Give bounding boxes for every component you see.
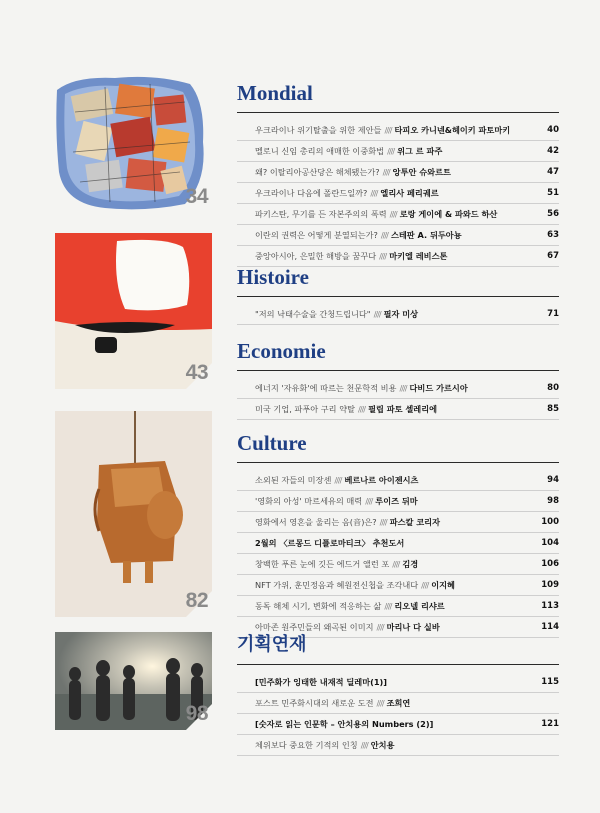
entry-author: 베르나르 아이젠시츠 (344, 475, 419, 485)
thumbnail-page-number: 34 (185, 185, 208, 208)
entry-title: 미국 기업, 파푸아 구리 약탈 (255, 404, 356, 414)
entry-page-number: 51 (547, 188, 559, 198)
entry-page-number: 47 (547, 167, 559, 177)
thumbnail-98[interactable] (55, 632, 212, 730)
toc-entry[interactable] (237, 575, 559, 596)
separator: //// (360, 740, 368, 750)
entry-author: 루이즈 뒤마 (375, 496, 418, 506)
toc-entry[interactable] (237, 141, 559, 162)
toc-entry[interactable] (237, 162, 559, 183)
separator: //// (370, 188, 378, 198)
entry-title: 멜로니 신임 총리의 애매한 이중화법 (255, 146, 385, 156)
entry-title: NFT 가위, 훈민정음과 혜원전신첩을 조각내다 (255, 580, 419, 590)
entry-title: 포스트 민주화시대의 새로운 도전 (255, 698, 374, 708)
entry-author: 마키엘 레비스톤 (389, 251, 448, 261)
separator: //// (334, 475, 342, 485)
entry-title: 왜? 이탈리아공산당은 해체됐는가? (255, 167, 380, 177)
entry-page-number: 63 (547, 230, 559, 240)
entry-title: [민주화가 잉태한 내재적 딜레마(1)] (255, 677, 388, 687)
entry-title: '영화의 아성' 마르세유의 매력 (255, 496, 363, 506)
thumbnail-43[interactable] (55, 233, 212, 389)
entry-title: 체위보다 중요한 기적의 인칭 (255, 740, 358, 750)
entry-author: 필자 미상 (383, 309, 419, 319)
toc-entry[interactable] (237, 554, 559, 575)
separator: //// (379, 517, 387, 527)
separator: //// (365, 496, 373, 506)
thumbnail-page-number: 82 (185, 589, 208, 612)
toc-entry[interactable] (237, 533, 559, 554)
section-culture (237, 430, 559, 638)
toc-entry[interactable] (237, 378, 559, 399)
entry-title: 영화에서 영혼을 울리는 음(音)은? (255, 517, 377, 527)
entry-title: 중앙아시아, 은밀한 해방을 꿈꾸다 (255, 251, 377, 261)
section-mondial (237, 80, 559, 267)
separator: //// (376, 622, 384, 632)
section-title: 기획연재 (237, 634, 307, 655)
separator: //// (384, 125, 392, 135)
entry-page-number: 100 (541, 517, 559, 527)
entry-page-number: 98 (547, 496, 559, 506)
entry-page-number: 80 (547, 383, 559, 393)
toc-entry[interactable] (237, 693, 559, 714)
entry-page-number: 42 (547, 146, 559, 156)
entry-author: 조희연 (386, 698, 411, 708)
entry-author: 안치용 (370, 740, 395, 750)
entry-title: 창백한 푸른 눈에 깃든 에드거 앨런 포 (255, 559, 390, 569)
separator: //// (358, 404, 366, 414)
section-title: Mondial (237, 81, 313, 105)
entry-page-number: 115 (541, 677, 559, 687)
entry-author: 김경 (402, 559, 419, 569)
section-rule (237, 296, 559, 297)
separator: //// (379, 251, 387, 261)
section-rule (237, 664, 559, 665)
entry-title: 우크라이나 다음에 폴란드일까? (255, 188, 368, 198)
toc-entry[interactable] (237, 491, 559, 512)
separator: //// (421, 580, 429, 590)
section-rule (237, 112, 559, 113)
entry-author: 이지혜 (431, 580, 455, 590)
toc-entry[interactable] (237, 304, 559, 325)
entry-title: 우크라이나 위기탈출을 위한 제안들 (255, 125, 382, 135)
section-histoire (237, 264, 559, 325)
entry-author: 필립 파토 셀레리에 (368, 404, 438, 414)
entry-page-number: 109 (541, 580, 559, 590)
toc-entry[interactable] (237, 512, 559, 533)
entry-page-number: 94 (547, 475, 559, 485)
entry-page-number: 104 (541, 538, 559, 548)
entry-page-number: 56 (547, 209, 559, 219)
section-rule (237, 370, 559, 371)
section-special-series (237, 632, 559, 756)
entry-page-number: 40 (547, 125, 559, 135)
entry-page-number: 71 (547, 309, 559, 319)
separator: //// (376, 698, 384, 708)
separator: //// (389, 209, 397, 219)
toc-entry[interactable] (237, 225, 559, 246)
entry-page-number: 85 (547, 404, 559, 414)
entry-author: 타피오 카니넨&헤이키 파토마키 (394, 125, 511, 135)
entry-page-number: 113 (541, 601, 559, 611)
entry-author: 앙투안 슈와르트 (392, 167, 451, 177)
plug-lamp-image (55, 411, 212, 617)
toc-entry[interactable] (237, 672, 559, 693)
entry-title: "저의 낙태수술을 간청드립니다" (255, 309, 371, 319)
toc-entry[interactable] (237, 183, 559, 204)
section-title: Culture (237, 431, 307, 455)
section-title: Histoire (237, 265, 309, 289)
entry-title: [숫자로 읽는 인문학 – 안치용의 Numbers (2)] (255, 719, 434, 729)
separator: //// (380, 230, 388, 240)
entry-page-number: 106 (541, 559, 559, 569)
entry-title: 파키스탄, 무기를 든 자본주의의 폭력 (255, 209, 387, 219)
separator: //// (392, 559, 400, 569)
entry-author: 스테판 A. 뒤두아뇽 (390, 230, 462, 240)
entry-title: 2월의 〈르몽드 디플로마티크〉 추천도서 (255, 538, 405, 548)
entry-title: 이란의 권력은 어떻게 분열되는가? (255, 230, 378, 240)
separator: //// (373, 309, 381, 319)
entry-page-number: 114 (541, 622, 559, 632)
thumbnail-page-number: 98 (185, 702, 208, 725)
toc-entry[interactable] (237, 596, 559, 617)
toc-entry[interactable] (237, 204, 559, 225)
thumbnail-34[interactable] (55, 72, 212, 213)
entry-title: 에너지 '자유화'에 따르는 천문학적 비용 (255, 383, 397, 393)
entry-author: 위그 르 파주 (397, 146, 443, 156)
entry-author: 리오넬 리샤르 (394, 601, 445, 611)
separator: //// (384, 601, 392, 611)
separator: //// (387, 146, 395, 156)
entry-title: 동독 해체 시기, 변화에 적응하는 삶 (255, 601, 382, 611)
toc-entry[interactable] (237, 714, 559, 735)
thumbnail-82[interactable] (55, 411, 212, 617)
section-title: Economie (237, 339, 326, 363)
entry-author: 로랑 게이에 & 파와드 하산 (399, 209, 498, 219)
thumbnail-page-number: 43 (185, 361, 208, 384)
section-economie (237, 338, 559, 420)
entry-title: 아마존 원주민들의 왜곡된 이미지 (255, 622, 374, 632)
separator: //// (399, 383, 407, 393)
toc-entry[interactable] (237, 470, 559, 491)
entry-author: 엘리사 페리궤르 (380, 188, 439, 198)
toc-entry[interactable] (237, 399, 559, 420)
entry-author: 다비드 가르시아 (409, 383, 468, 393)
toc-entry[interactable] (237, 735, 559, 756)
section-rule (237, 462, 559, 463)
entry-page-number: 67 (547, 251, 559, 261)
entry-title: 소외된 자들의 미장센 (255, 475, 332, 485)
separator: //// (382, 167, 390, 177)
entry-author: 마리나 다 실바 (386, 622, 440, 632)
entry-page-number: 121 (541, 719, 559, 729)
entry-author: 파스칼 코리자 (389, 517, 440, 527)
toc-entry[interactable] (237, 120, 559, 141)
